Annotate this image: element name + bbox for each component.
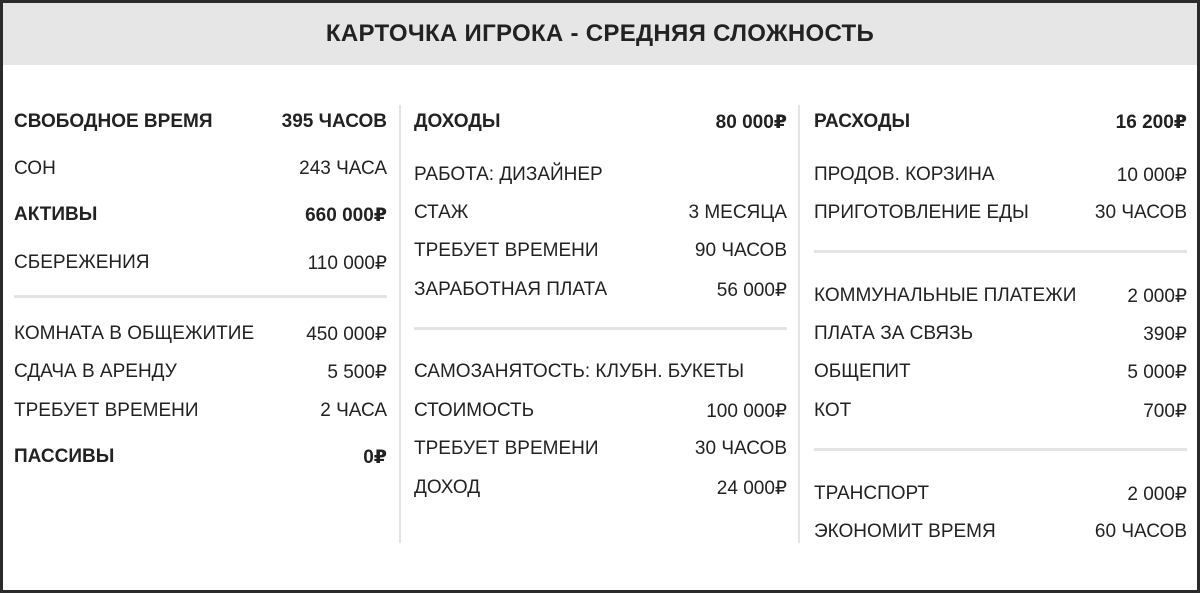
catering-value: 5 000₽ — [1127, 361, 1187, 383]
phone-row — [814, 321, 1187, 347]
rent-time-label: ТРЕБУЕТ ВРЕМЕНИ — [14, 400, 199, 421]
salary-row — [414, 277, 787, 303]
phone-label: ПЛАТА ЗА СВЯЗЬ — [814, 323, 974, 344]
cat-label: КОТ — [814, 400, 852, 421]
phone-value: 390₽ — [1143, 323, 1187, 345]
saves-time-label: ЭКОНОМИТ ВРЕМЯ — [814, 521, 996, 542]
column-time-assets — [14, 65, 387, 590]
grocery-value: 10 000₽ — [1116, 164, 1187, 186]
saves-time-value: 60 ЧАСОВ — [1094, 521, 1187, 542]
self-time-row — [414, 436, 787, 462]
rent-out-value: 5 500₽ — [327, 361, 387, 383]
transport-value: 2 000₽ — [1127, 483, 1187, 505]
cat-row — [814, 398, 1187, 424]
cat-value: 700₽ — [1143, 400, 1187, 422]
self-income-value: 24 000₽ — [716, 477, 787, 499]
free-time-row — [14, 109, 387, 135]
utilities-value: 2 000₽ — [1127, 285, 1187, 307]
rent-out-row — [14, 359, 387, 385]
income-value: 80 000₽ — [715, 111, 787, 133]
rent-out-label: СДАЧА В АРЕНДУ — [14, 361, 177, 382]
section-divider — [814, 448, 1187, 451]
dorm-room-label: КОМНАТА В ОБЩЕЖИТИЕ — [14, 323, 255, 344]
liabilities-row — [14, 444, 387, 470]
cooking-row — [814, 200, 1187, 226]
grocery-label: ПРОДОВ. КОРЗИНА — [814, 164, 995, 185]
self-employed-label: САМОЗАНЯТОСТЬ: КЛУБН. БУКЕТЫ — [414, 361, 745, 382]
job-time-value: 90 ЧАСОВ — [694, 240, 787, 261]
self-income-row — [414, 475, 787, 501]
sleep-row — [14, 156, 387, 182]
saves-time-row — [814, 519, 1187, 545]
transport-row — [814, 481, 1187, 507]
experience-label: СТАЖ — [414, 202, 469, 223]
catering-row — [814, 359, 1187, 385]
section-divider — [814, 250, 1187, 253]
card-title: КАРТОЧКА ИГРОКА - СРЕДНЯЯ СЛОЖНОСТЬ — [3, 3, 1197, 65]
experience-row — [414, 200, 787, 226]
section-divider — [14, 295, 387, 298]
cost-row — [414, 398, 787, 424]
sleep-value: 243 ЧАСА — [299, 158, 387, 179]
savings-value: 110 000₽ — [307, 252, 387, 274]
column-divider — [798, 105, 800, 543]
job-time-label: ТРЕБУЕТ ВРЕМЕНИ — [414, 240, 599, 261]
liabilities-label: ПАССИВЫ — [14, 446, 115, 467]
self-employed-row — [414, 359, 787, 385]
expenses-value: 16 200₽ — [1115, 111, 1187, 133]
cost-value: 100 000₽ — [706, 400, 787, 422]
dorm-room-value: 450 000₽ — [306, 323, 387, 345]
expenses-label: РАСХОДЫ — [814, 111, 911, 132]
salary-label: ЗАРАБОТНАЯ ПЛАТА — [414, 279, 608, 300]
column-divider — [399, 105, 401, 543]
job-time-row — [414, 238, 787, 264]
savings-row — [14, 250, 387, 276]
sleep-label: СОН — [14, 158, 56, 179]
income-label: ДОХОДЫ — [414, 111, 501, 132]
job-label: РАБОТА: ДИЗАЙНЕР — [414, 164, 603, 185]
expenses-row — [814, 109, 1187, 135]
column-expenses — [814, 65, 1187, 590]
catering-label: ОБЩЕПИТ — [814, 361, 911, 382]
utilities-row — [814, 283, 1187, 309]
self-time-value: 30 ЧАСОВ — [694, 438, 787, 459]
free-time-label: СВОБОДНОЕ ВРЕМЯ — [14, 111, 213, 132]
income-row — [414, 109, 787, 135]
section-divider — [414, 327, 787, 330]
cooking-label: ПРИГОТОВЛЕНИЕ ЕДЫ — [814, 202, 1029, 223]
experience-value: 3 МЕСЯЦА — [688, 202, 787, 223]
utilities-label: КОММУНАЛЬНЫЕ ПЛАТЕЖИ — [814, 285, 1077, 306]
transport-label: ТРАНСПОРТ — [814, 483, 929, 504]
rent-time-value: 2 ЧАСА — [320, 400, 387, 421]
grocery-row — [814, 162, 1187, 188]
free-time-value: 395 ЧАСОВ — [281, 111, 387, 132]
savings-label: СБЕРЕЖЕНИЯ — [14, 252, 150, 273]
rent-time-row — [14, 398, 387, 424]
player-card — [3, 3, 1197, 590]
job-row — [414, 162, 787, 188]
liabilities-value: 0₽ — [363, 446, 387, 468]
self-time-label: ТРЕБУЕТ ВРЕМЕНИ — [414, 438, 599, 459]
assets-label: АКТИВЫ — [14, 204, 98, 225]
self-income-label: ДОХОД — [414, 477, 481, 498]
salary-value: 56 000₽ — [716, 279, 787, 301]
column-income — [414, 65, 787, 590]
cost-label: СТОИМОСТЬ — [414, 400, 535, 421]
assets-row — [14, 202, 387, 228]
cooking-value: 30 ЧАСОВ — [1094, 202, 1187, 223]
dorm-room-row — [14, 321, 387, 347]
assets-value: 660 000₽ — [305, 204, 387, 226]
